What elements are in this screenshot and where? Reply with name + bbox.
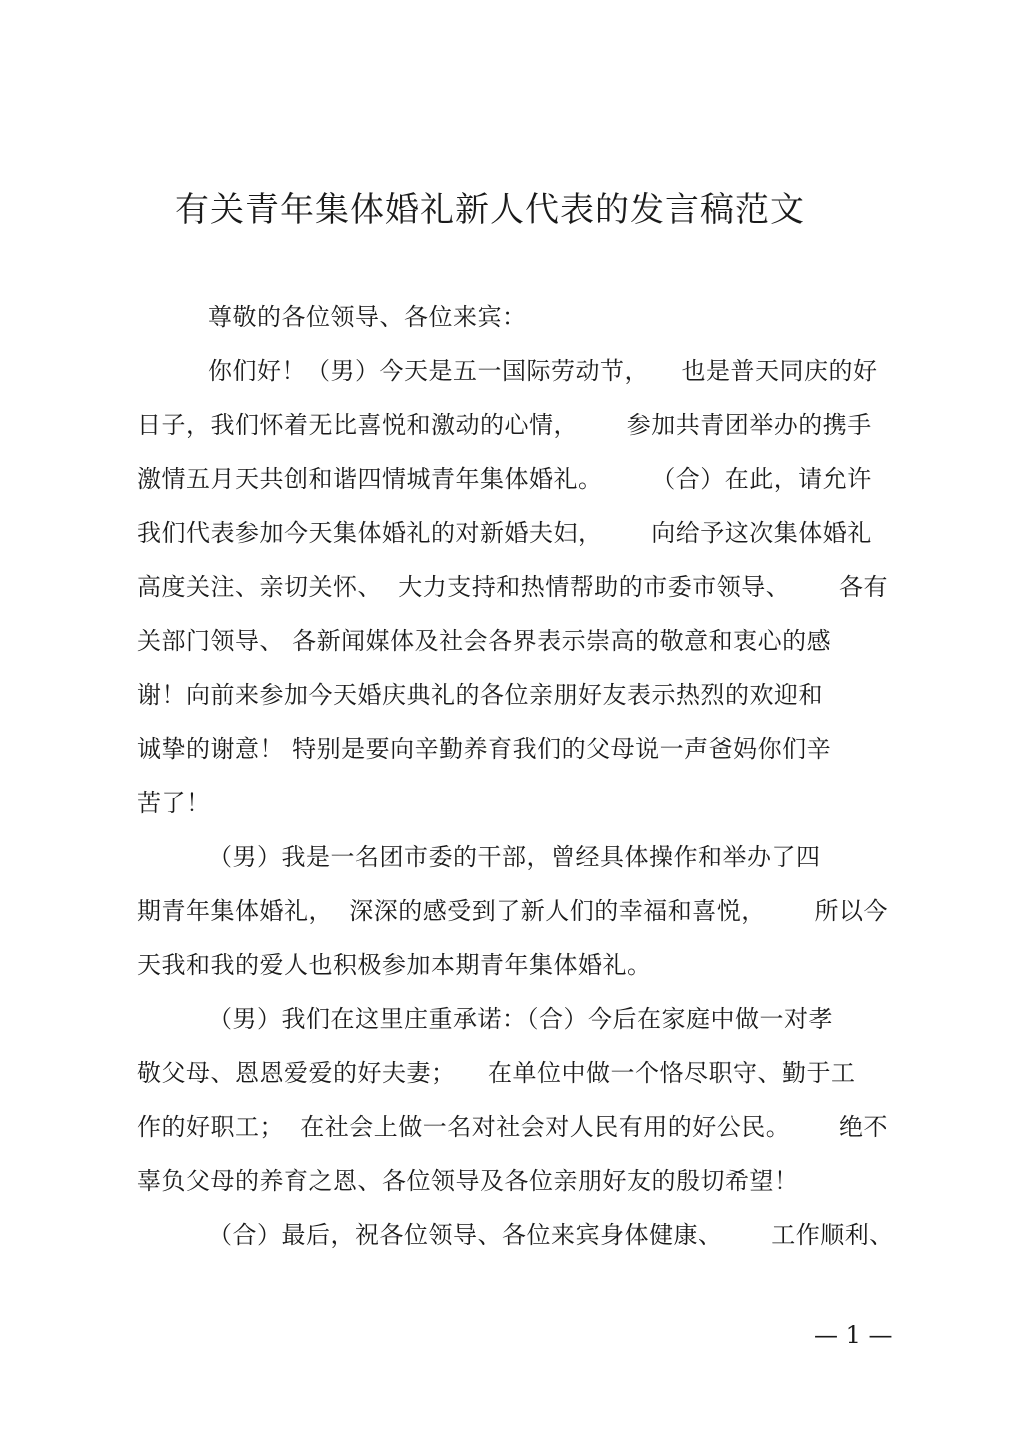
text-line: 敬父母、恩恩爱爱的好夫妻； 在单位中做一个恪尽职守、勤于工 [137, 1059, 856, 1087]
text-line: 高度关注、亲切关怀、 大力支持和热情帮助的市委市领导、 各有 [137, 573, 889, 601]
page-number: — 1 — [814, 1321, 893, 1349]
text-line: 辜负父母的养育之恩、各位领导及各位亲朋好友的殷切希望！ [137, 1167, 799, 1195]
text-line: 作的好职工； 在社会上做一名对社会对人民有用的好公民。 绝不 [137, 1113, 889, 1141]
text-line-salutation: 尊敬的各位领导、各位来宾： [208, 303, 527, 331]
text-line: 关部门领导、 各新闻媒体及社会各界表示崇高的敬意和衷心的感 [137, 627, 832, 655]
text-line: 苦了！ [137, 789, 211, 817]
text-line: 我们代表参加今天集体婚礼的对新婚夫妇， 向给予这次集体婚礼 [137, 519, 872, 547]
text-line: 激情五月天共创和谐四情城青年集体婚礼。 （合）在此，请允许 [137, 465, 872, 493]
text-line: 期青年集体婚礼， 深深的感受到了新人们的幸福和喜悦， 所以今 [137, 897, 889, 925]
text-line: 天我和我的爱人也积极参加本期青年集体婚礼。 [137, 951, 652, 979]
text-line: 谢！向前来参加今天婚庆典礼的各位亲朋好友表示热烈的欢迎和 [137, 681, 823, 709]
text-line: （男）我们在这里庄重承诺：（合）今后在家庭中做一对孝 [208, 1005, 833, 1033]
text-line: 你们好！（男）今天是五一国际劳动节， 也是普天同庆的好 [208, 357, 878, 385]
text-line: （合）最后，祝各位领导、各位来宾身体健康、 工作顺利、 [208, 1221, 894, 1249]
document-title: 有关青年集体婚礼新人代表的发言稿范文 [175, 190, 805, 230]
text-line: 诚挚的谢意！ 特别是要向辛勤养育我们的父母说一声爸妈你们辛 [137, 735, 832, 763]
text-line: （男）我是一名团市委的干部，曾经具体操作和举办了四 [208, 843, 821, 871]
text-line: 日子，我们怀着无比喜悦和激动的心情， 参加共青团举办的携手 [137, 411, 872, 439]
